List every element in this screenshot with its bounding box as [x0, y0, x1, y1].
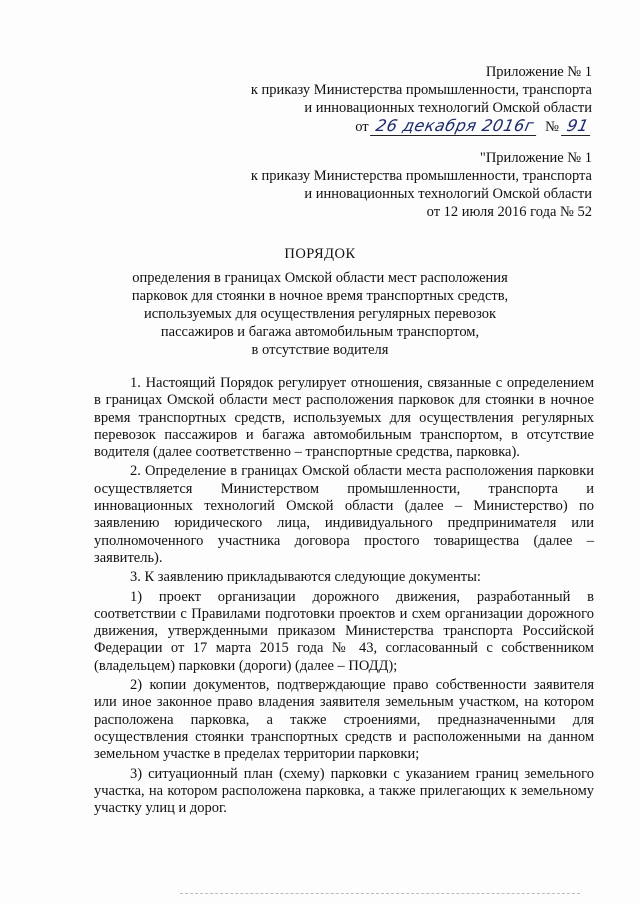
document-title-block — [90, 245, 550, 359]
appendix-header-previous — [251, 149, 592, 221]
number-prefix: № — [545, 119, 560, 135]
title-line-1: определения в границах Омской области мест расположения — [132, 270, 508, 286]
title-line-4: пассажиров и багажа автомобильным транспортом, — [160, 324, 480, 340]
title-line-5: в отсутствие водителя — [251, 342, 389, 358]
paragraph-2: 2. Определение в границах Омской области места расположения парковки осуществляется Министерством промышленности, транспорта и инновационных технологий Омской области (далее – Министерство) по заявлению юридического лица, индивидуального предпринимателя или уполномоченного участника договора простого товарищества (далее – заявитель). — [94, 463, 594, 566]
paragraph-3-item-2: 2) копии документов, подтверждающие право собственности заявителя или иное законное право владения заявителя земельным участком, на котором расположена парковка, а также строениями, предназначенными для осуществления стоянки транспортных средств и расположенными на данном земельном участке в пределах территории парковки; — [94, 677, 594, 763]
handwritten-date: 26 декабря 2016г — [370, 117, 540, 136]
prev-appendix-date-line: от 12 июля 2016 года № 52 — [426, 204, 592, 220]
appendix-title: Приложение № 1 — [485, 64, 592, 80]
prev-appendix-title: "Приложение № 1 — [479, 150, 592, 166]
document-heading: ПОРЯДОК — [284, 246, 356, 262]
scan-edge-line — [180, 893, 580, 895]
appendix-date-line — [251, 117, 592, 136]
paragraph-1: 1. Настоящий Порядок регулирует отношения, связанные с определением в границах Омской области мест расположения парковок для стоянки в ночное время транспортных средств, используемых для осуществления регулярных перевозок пассажиров и багажа автомобильным транспортом, в отсутствие водителя (далее соответственно – транспортные средства, парковка). — [94, 375, 594, 461]
appendix-header-current — [251, 63, 592, 136]
paragraph-3-item-3: 3) ситуационный план (схему) парковки с указанием границ земельного участка, на котором расположена парковка, а также прилегающих к земельному участку улиц и дорог. — [94, 765, 594, 817]
appendix-ministry-line: и инновационных технологий Омской области — [304, 100, 592, 116]
prev-appendix-order-line: к приказу Министерства промышленности, транспорта — [250, 168, 592, 184]
title-line-3: используемых для осуществления регулярных перевозок — [143, 306, 497, 322]
handwritten-number: 91 — [561, 117, 594, 136]
date-prefix: от — [355, 119, 369, 135]
title-line-2: парковок для стоянки в ночное время транспортных средств, — [131, 288, 509, 304]
paragraph-3: 3. К заявлению прикладываются следующие документы: — [130, 569, 481, 586]
appendix-order-line: к приказу Министерства промышленности, транспорта — [250, 82, 592, 98]
prev-appendix-ministry-line: и инновационных технологий Омской области — [304, 186, 592, 202]
paragraph-3-item-1: 1) проект организации дорожного движения, разработанный в соответствии с Правилами подготовки проектов и схем организации дорожного движения, утвержденными приказом Министерства транспорта Российской Федерации от 17 марта 2015 года № 43, согласованный с собственником (владельцем) парковки (дороги) (далее – ПОДД); — [94, 588, 594, 674]
document-body — [94, 375, 594, 817]
